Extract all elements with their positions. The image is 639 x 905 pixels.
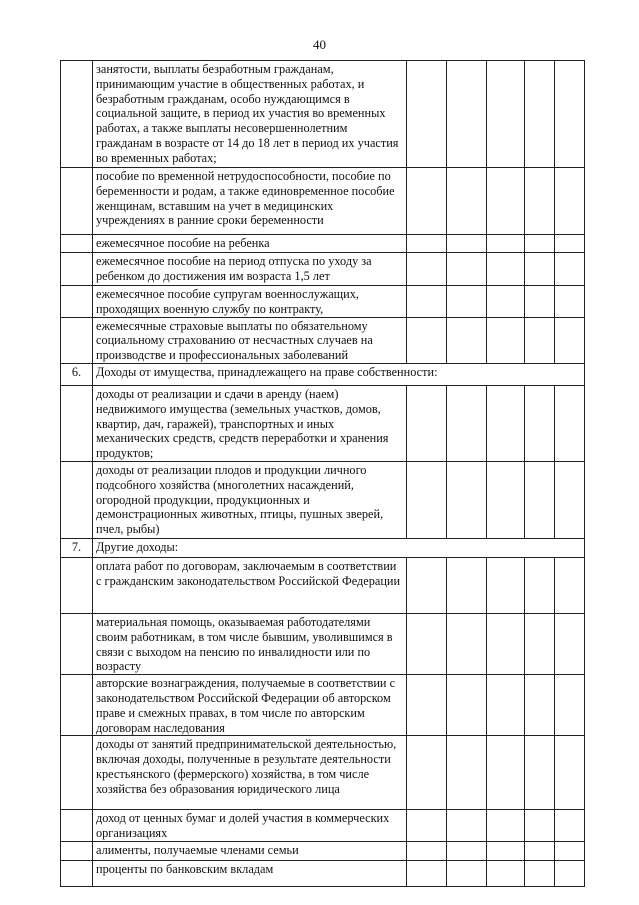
income-item-text: доходы от реализации и сдачи в аренду (наем) недвижимого имущества (земельных участков, домов, квартир, дач, гаражей), транспортных и иных механических средств, средств переработки и хранения продуктов; (93, 385, 407, 461)
income-item-text: ежемесячное пособие на период отпуска по уходу за ребенком до достижения им возраста 1,5 лет (93, 253, 407, 286)
value-cell (487, 253, 525, 286)
value-cell (407, 613, 447, 674)
value-cell (487, 841, 525, 860)
value-cell (407, 461, 447, 538)
row-number (61, 168, 93, 235)
value-cell (407, 61, 447, 168)
row-number (61, 810, 93, 842)
value-cell (447, 860, 487, 886)
value-cell (555, 168, 585, 235)
value-cell (447, 168, 487, 235)
table-row (61, 810, 585, 842)
table-row (61, 286, 585, 318)
table-row (61, 61, 585, 168)
value-cell (407, 860, 447, 886)
value-cell (555, 286, 585, 318)
value-cell (447, 461, 487, 538)
value-cell (525, 168, 555, 235)
income-item-text: материальная помощь, оказываемая работодателями своим работникам, в том числе бывшим, уволившимся в связи с выходом на пенсию по инвалидности или по возрасту (93, 613, 407, 674)
table-row (61, 253, 585, 286)
section-title: Другие доходы: (93, 538, 585, 557)
table-row (61, 613, 585, 674)
value-cell (407, 841, 447, 860)
value-cell (487, 385, 525, 461)
row-number (61, 557, 93, 613)
table-row (61, 860, 585, 886)
value-cell (525, 613, 555, 674)
row-number (61, 860, 93, 886)
table-row (61, 168, 585, 235)
value-cell (487, 810, 525, 842)
section-row (61, 538, 585, 557)
value-cell (447, 286, 487, 318)
value-cell (525, 286, 555, 318)
value-cell (447, 557, 487, 613)
value-cell (447, 253, 487, 286)
income-item-text: ежемесячные страховые выплаты по обязательному социальному страхованию от несчастных случаев на производстве и профессиональных заболеваний (93, 317, 407, 363)
row-number (61, 253, 93, 286)
value-cell (407, 736, 447, 810)
row-number (61, 385, 93, 461)
section-title: Доходы от имущества, принадлежащего на праве собственности: (93, 363, 585, 385)
value-cell (525, 235, 555, 253)
value-cell (447, 317, 487, 363)
value-cell (525, 675, 555, 736)
value-cell (555, 841, 585, 860)
value-cell (407, 557, 447, 613)
value-cell (407, 286, 447, 318)
table-row (61, 841, 585, 860)
table-row (61, 235, 585, 253)
value-cell (555, 61, 585, 168)
income-item-text: ежемесячное пособие супругам военнослужащих, проходящих военную службу по контракту, (93, 286, 407, 318)
value-cell (555, 675, 585, 736)
value-cell (487, 61, 525, 168)
value-cell (525, 385, 555, 461)
value-cell (555, 385, 585, 461)
income-item-text: доходы от занятий предпринимательской деятельностью, включая доходы, полученные в результате деятельности крестьянского (фермерского) хозяйства, в том числе хозяйства без образования юридического лица (93, 736, 407, 810)
row-number: 6. (61, 363, 93, 385)
value-cell (487, 461, 525, 538)
value-cell (555, 557, 585, 613)
value-cell (407, 168, 447, 235)
income-item-text: занятости, выплаты безработным гражданам, принимающим участие в общественных работах, и безработным гражданам, особо нуждающимся в социальной защите, в период их участия во временных работах, а также выплаты несовершеннолетним гражданам в возрасте от 14 до 18 лет в период их участия во временных работах; (93, 61, 407, 168)
value-cell (407, 253, 447, 286)
value-cell (407, 810, 447, 842)
value-cell (555, 461, 585, 538)
table-row (61, 736, 585, 810)
value-cell (555, 613, 585, 674)
value-cell (447, 736, 487, 810)
value-cell (487, 860, 525, 886)
row-number (61, 461, 93, 538)
value-cell (487, 736, 525, 810)
income-item-text: оплата работ по договорам, заключаемым в соответствии с гражданским законодательством Российской Федерации (93, 557, 407, 613)
income-item-text: авторские вознаграждения, получаемые в соответствии с законодательством Российской Федерации об авторском праве и смежных правах, в том числе по авторским договорам наследования (93, 675, 407, 736)
section-row (61, 363, 585, 385)
income-item-text: алименты, получаемые членами семьи (93, 841, 407, 860)
row-number (61, 841, 93, 860)
table-row (61, 385, 585, 461)
value-cell (487, 235, 525, 253)
table-row (61, 461, 585, 538)
value-cell (487, 557, 525, 613)
row-number (61, 613, 93, 674)
value-cell (487, 286, 525, 318)
value-cell (407, 235, 447, 253)
row-number (61, 235, 93, 253)
row-number (61, 286, 93, 318)
page-number: 40 (313, 37, 326, 52)
value-cell (555, 736, 585, 810)
value-cell (447, 613, 487, 674)
value-cell (487, 675, 525, 736)
value-cell (407, 317, 447, 363)
row-number (61, 61, 93, 168)
value-cell (525, 253, 555, 286)
value-cell (525, 841, 555, 860)
income-item-text: доходы от реализации плодов и продукции личного подсобного хозяйства (многолетних насаждений, огородной продукции, продукционных и демонстрационных животных, птицы, пушных зверей, пчел, рыбы) (93, 461, 407, 538)
row-number (61, 675, 93, 736)
value-cell (525, 860, 555, 886)
row-number (61, 317, 93, 363)
table-row (61, 557, 585, 613)
value-cell (447, 810, 487, 842)
income-item-text: пособие по временной нетрудоспособности, пособие по беременности и родам, а также единовременное пособие женщинам, вставшим на учет в медицинских учреждениях в ранние сроки беременности (93, 168, 407, 235)
value-cell (555, 253, 585, 286)
income-item-text: доход от ценных бумаг и долей участия в коммерческих организациях (93, 810, 407, 842)
value-cell (487, 168, 525, 235)
value-cell (555, 810, 585, 842)
value-cell (525, 810, 555, 842)
value-cell (487, 317, 525, 363)
row-number (61, 736, 93, 810)
value-cell (447, 675, 487, 736)
value-cell (407, 675, 447, 736)
income-table (60, 60, 585, 887)
row-number: 7. (61, 538, 93, 557)
value-cell (447, 841, 487, 860)
value-cell (555, 860, 585, 886)
table-row (61, 317, 585, 363)
value-cell (407, 385, 447, 461)
income-item-text: ежемесячное пособие на ребенка (93, 235, 407, 253)
value-cell (525, 736, 555, 810)
value-cell (447, 235, 487, 253)
value-cell (525, 557, 555, 613)
value-cell (525, 317, 555, 363)
value-cell (525, 461, 555, 538)
value-cell (555, 235, 585, 253)
value-cell (447, 385, 487, 461)
income-item-text: проценты по банковским вкладам (93, 860, 407, 886)
value-cell (487, 613, 525, 674)
table-row (61, 675, 585, 736)
value-cell (555, 317, 585, 363)
income-table-body (61, 61, 585, 887)
value-cell (447, 61, 487, 168)
value-cell (525, 61, 555, 168)
